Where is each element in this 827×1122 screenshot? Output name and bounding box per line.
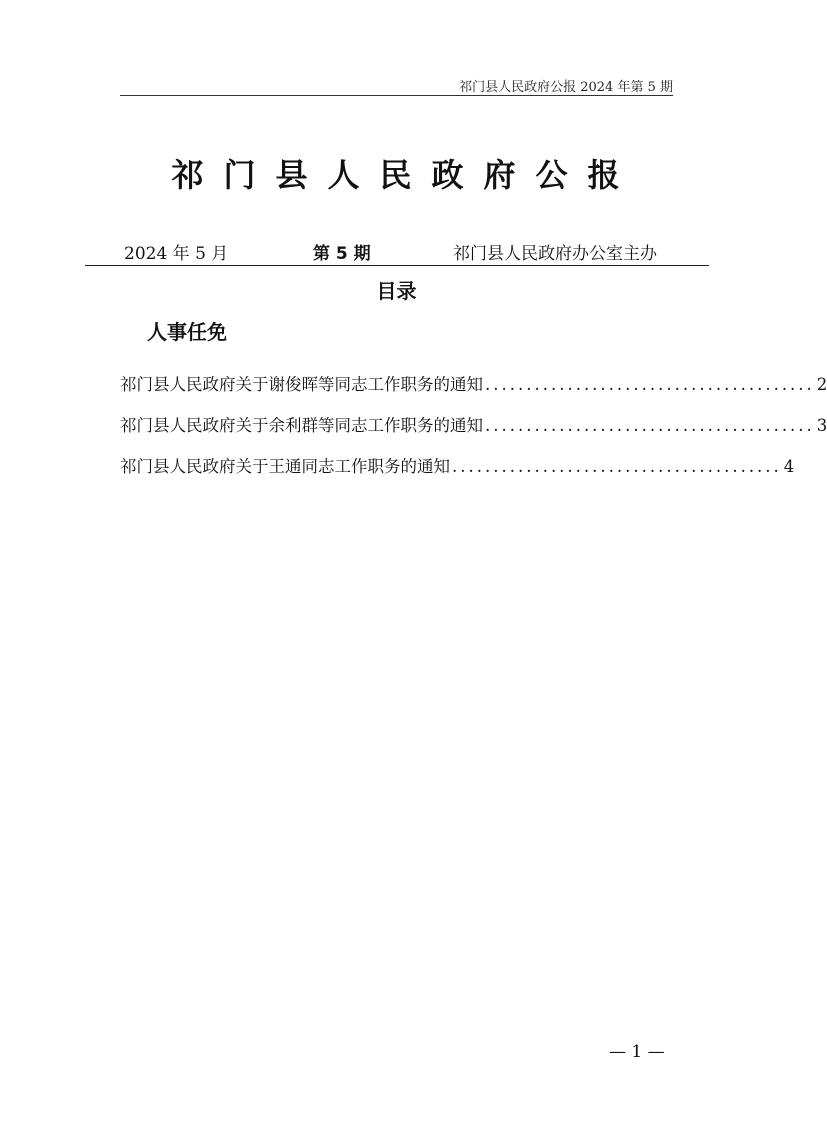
- toc-leader-dots: ........................................: [452, 457, 782, 476]
- section-heading: 人事任免: [147, 320, 227, 344]
- toc-list: [120, 371, 827, 494]
- issue-number: 第 5 期: [313, 244, 371, 264]
- toc-entry-label: 祁门县人民政府关于余利群等同志工作职务的通知: [120, 416, 483, 435]
- masthead-title: 祁门县人民政府公报: [171, 156, 640, 194]
- page-number: — 1 —: [609, 1042, 665, 1062]
- toc-entry[interactable]: [120, 371, 827, 412]
- toc-entry-label: 祁门县人民政府关于王通同志工作职务的通知: [120, 457, 450, 476]
- toc-entry-page: 2: [816, 375, 827, 394]
- toc-leader-dots: ........................................: [485, 416, 815, 435]
- toc-entry-page: 3: [816, 416, 827, 435]
- toc-entry[interactable]: [120, 453, 795, 494]
- toc-title: 目录: [376, 279, 417, 303]
- toc-leader-dots: ........................................: [485, 375, 815, 394]
- toc-entry-label: 祁门县人民政府关于谢俊晖等同志工作职务的通知: [120, 375, 483, 394]
- issue-date: 2024 年 5 月: [124, 244, 229, 264]
- header-rule: [120, 95, 673, 96]
- masthead-rule: [85, 265, 709, 266]
- running-header: 祁门县人民政府公报 2024 年第 5 期: [459, 80, 673, 95]
- toc-entry-page: 4: [783, 457, 795, 476]
- issue-sponsor: 祁门县人民政府办公室主办: [453, 244, 657, 264]
- toc-entry[interactable]: [120, 412, 827, 453]
